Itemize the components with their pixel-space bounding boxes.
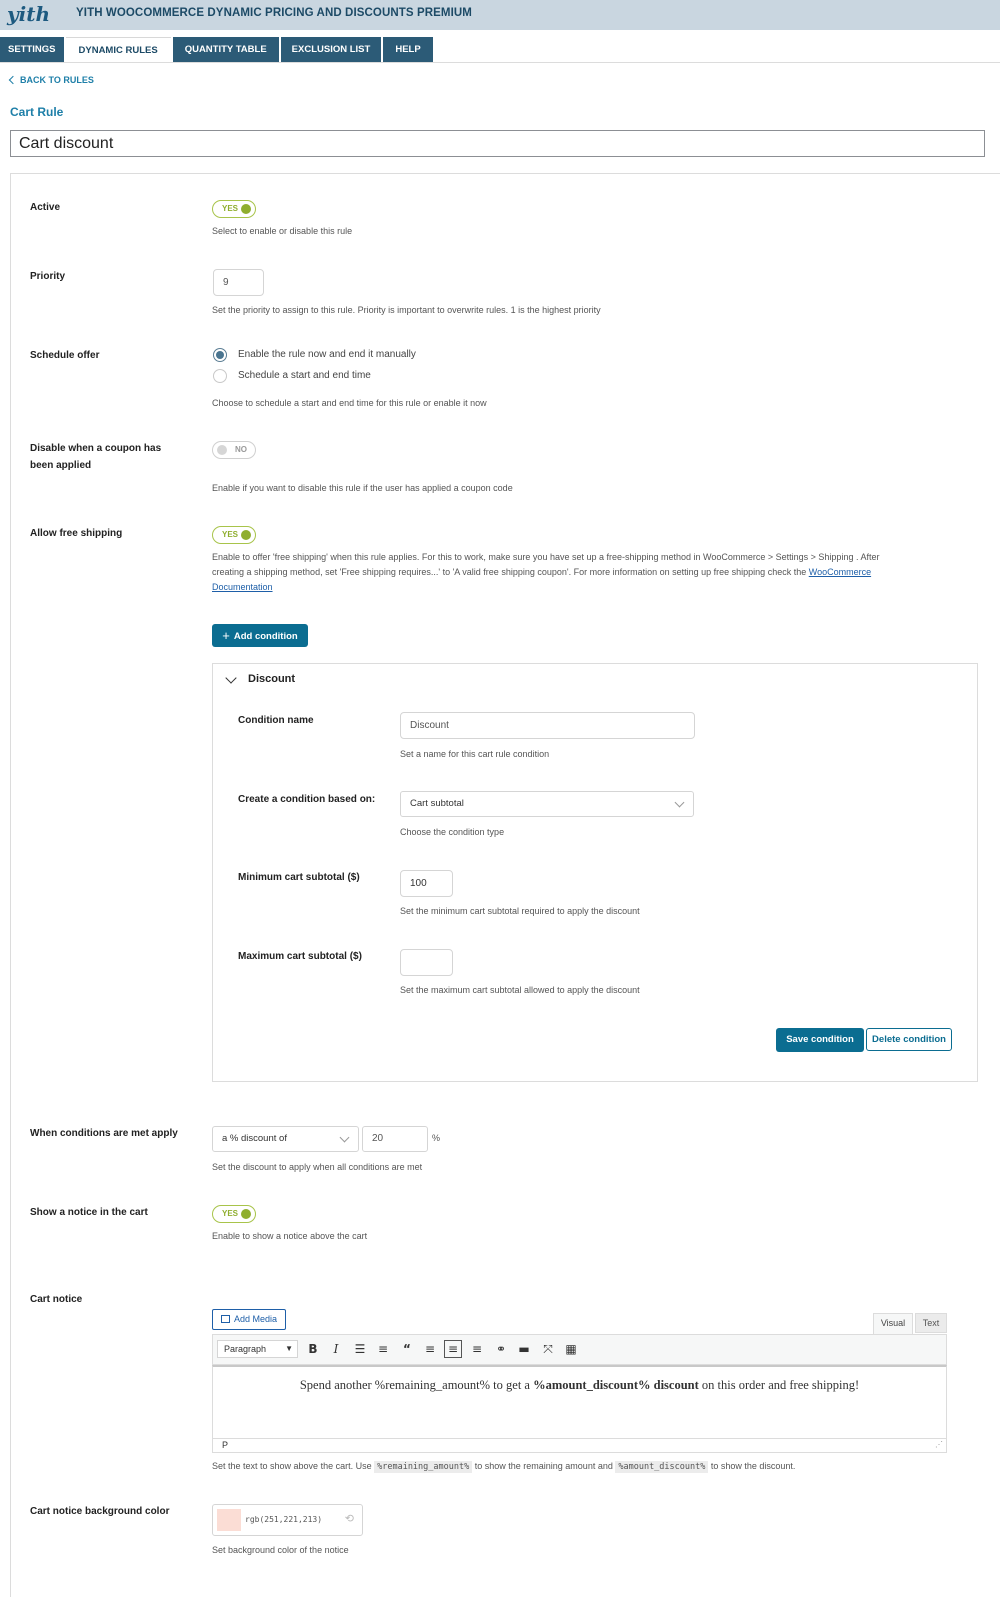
condition-type-label: Create a condition based on: (238, 794, 376, 805)
add-condition-label: Add condition (233, 631, 298, 642)
bg-color-value: rgb(251,221,213) (245, 1515, 323, 1524)
free-shipping-desc-line3 (212, 580, 273, 595)
bg-color-label: Cart notice background color (30, 1506, 170, 1517)
caret-down-icon: ▼ (285, 1344, 293, 1353)
toggle-knob (241, 530, 251, 540)
tab-divider (0, 62, 1000, 63)
condition-type-desc: Choose the condition type (400, 827, 505, 837)
free-shipping-toggle-text: YES (222, 530, 239, 539)
condition-name-label: Condition name (238, 715, 314, 726)
remaining-amount-code: %remaining_amount% (374, 1461, 472, 1473)
show-notice-toggle[interactable] (212, 1205, 256, 1223)
link-icon[interactable]: ⚭ (495, 1342, 507, 1356)
discount-type-value: a % discount of (222, 1133, 287, 1144)
free-shipping-label: Allow free shipping (30, 528, 123, 539)
blockquote-icon[interactable]: “ (403, 1342, 411, 1356)
editor-content (213, 1378, 946, 1393)
schedule-now-label: Enable the rule now and end it manually (238, 349, 416, 360)
woocommerce-doc-link[interactable]: WooCommerce (808, 567, 872, 577)
editor-path: P (222, 1440, 229, 1450)
bold-icon[interactable]: B (308, 1342, 318, 1356)
schedule-now-radio[interactable] (213, 348, 227, 362)
free-shipping-desc-line1: Enable to offer 'free shipping' when this rule applies. For this to work, make sure you have set up a free-shipping method in WooCommerce > Settings > Shipping . After (212, 552, 880, 562)
format-value: Paragraph (224, 1344, 267, 1354)
plus-icon: + (222, 628, 230, 643)
align-right-icon[interactable]: ≡ (471, 1342, 483, 1356)
active-label: Active (30, 202, 61, 213)
editor-status-bar (212, 1439, 947, 1453)
toggle-knob (241, 204, 251, 214)
tab-help[interactable]: HELP (383, 37, 432, 62)
top-bar (0, 0, 1000, 30)
coupon-toggle[interactable] (212, 441, 256, 459)
color-swatch[interactable] (217, 1509, 241, 1531)
condition-type-value: Cart subtotal (410, 798, 464, 809)
fullscreen-icon[interactable]: ⤧ (543, 1342, 553, 1356)
tab-dynamic-rules[interactable]: DYNAMIC RULES (66, 37, 171, 62)
schedule-time-radio[interactable] (213, 369, 227, 383)
bullet-list-icon[interactable]: ☰ (354, 1342, 366, 1356)
tab-quantity-table[interactable]: QUANTITY TABLE (173, 37, 279, 62)
condition-name-desc: Set a name for this cart rule condition (400, 749, 550, 759)
numbered-list-icon[interactable]: ≡ (377, 1342, 389, 1356)
max-subtotal-input[interactable] (400, 949, 453, 976)
active-toggle[interactable] (212, 200, 256, 218)
min-subtotal-input[interactable]: 100 (400, 870, 453, 897)
cart-notice-desc-part2: to show the remaining amount and (474, 1461, 613, 1471)
chevron-down-icon (340, 1133, 350, 1143)
free-shipping-toggle[interactable] (212, 526, 256, 544)
tab-text[interactable]: Text (915, 1313, 947, 1333)
back-to-rules-label: BACK TO RULES (20, 75, 94, 85)
tab-visual[interactable]: Visual (873, 1313, 913, 1334)
editor-text-part1: Spend another %remaining_amount% to get a (299, 1378, 534, 1392)
condition-name-input[interactable]: Discount (400, 712, 695, 739)
toolbar-toggle-icon[interactable]: ▦ (565, 1342, 577, 1356)
cart-notice-label: Cart notice (30, 1294, 83, 1305)
discount-unit: % (432, 1133, 441, 1143)
delete-condition-button[interactable]: Delete condition (866, 1028, 952, 1051)
priority-desc: Set the priority to assign to this rule. Priority is important to overwrite rules. 1 is the highest priority (212, 305, 601, 315)
coupon-desc: Enable if you want to disable this rule if the user has applied a coupon code (212, 483, 513, 493)
save-condition-button[interactable]: Save condition (776, 1028, 864, 1052)
read-more-icon[interactable]: ▬ (518, 1342, 530, 1356)
format-select[interactable] (217, 1340, 298, 1358)
min-subtotal-label: Minimum cart subtotal ($) (238, 872, 360, 883)
bg-color-desc: Set background color of the notice (212, 1545, 349, 1555)
cart-notice-desc (212, 1459, 795, 1475)
documentation-link[interactable]: Documentation (212, 582, 273, 592)
show-notice-toggle-text: YES (222, 1209, 239, 1218)
bg-color-picker[interactable] (212, 1504, 363, 1536)
apply-label: When conditions are met apply (30, 1128, 178, 1139)
tab-exclusion-list[interactable]: EXCLUSION LIST (281, 37, 382, 62)
discount-type-select[interactable] (212, 1126, 359, 1152)
toggle-knob (217, 445, 227, 455)
free-shipping-desc-text: creating a shipping method, set 'Free shipping requires...' to 'A valid free shipping coupon'. For more information on setting up free shipping check the (212, 567, 807, 577)
back-to-rules-link[interactable] (10, 75, 94, 85)
free-shipping-desc-line2 (212, 565, 982, 580)
schedule-desc: Choose to schedule a start and end time for this rule or enable it now (212, 398, 487, 408)
priority-label: Priority (30, 271, 66, 282)
chevron-down-icon (675, 798, 685, 808)
priority-input[interactable]: 9 (213, 269, 264, 296)
resize-handle-icon[interactable]: ⋰ (935, 1440, 943, 1449)
max-subtotal-label: Maximum cart subtotal ($) (238, 951, 362, 962)
rule-name-input[interactable]: Cart discount (10, 130, 985, 157)
cart-notice-editor[interactable] (212, 1365, 947, 1439)
min-subtotal-desc: Set the minimum cart subtotal required to apply the discount (400, 906, 640, 916)
discount-value-input[interactable]: 20 (362, 1126, 428, 1152)
app-title: YITH WOOCOMMERCE DYNAMIC PRICING AND DISCOUNTS PREMIUM (76, 7, 472, 19)
cart-notice-desc-part3: to show the discount. (710, 1461, 796, 1471)
add-media-button[interactable] (212, 1309, 286, 1330)
coupon-label-line1: Disable when a coupon has (30, 443, 162, 454)
align-center-icon[interactable]: ≡ (444, 1340, 462, 1358)
coupon-toggle-text: NO (235, 445, 247, 454)
amount-discount-code: %amount_discount% (615, 1461, 708, 1473)
show-notice-desc: Enable to show a notice above the cart (212, 1231, 368, 1241)
add-media-label: Add Media (233, 1314, 278, 1324)
toggle-knob (241, 1209, 251, 1219)
reset-color-icon[interactable]: ⟲ (344, 1513, 354, 1525)
align-left-icon[interactable]: ≡ (424, 1342, 436, 1356)
schedule-label: Schedule offer (30, 350, 100, 361)
chevron-left-icon (9, 76, 17, 84)
active-toggle-text: YES (222, 204, 239, 213)
section-title: Cart Rule (10, 105, 64, 119)
tab-settings[interactable]: SETTINGS (0, 37, 64, 62)
condition-title: Discount (248, 673, 296, 685)
condition-type-select[interactable] (400, 791, 694, 817)
editor-text-bold: %amount_discount% discount (533, 1378, 699, 1392)
show-notice-label: Show a notice in the cart (30, 1207, 148, 1218)
schedule-time-label: Schedule a start and end time (238, 370, 371, 381)
italic-icon[interactable]: I (333, 1342, 339, 1356)
cart-notice-desc-part1: Set the text to show above the cart. Use (212, 1461, 372, 1471)
yith-logo: yith (7, 2, 50, 26)
active-desc: Select to enable or disable this rule (212, 226, 353, 236)
max-subtotal-desc: Set the maximum cart subtotal allowed to apply the discount (400, 985, 640, 995)
media-icon (221, 1315, 230, 1323)
add-condition-button[interactable] (212, 624, 308, 647)
apply-desc: Set the discount to apply when all conditions are met (212, 1162, 423, 1172)
coupon-label-line2: been applied (30, 460, 92, 471)
tab-bar (0, 37, 435, 62)
editor-text-part2: on this order and free shipping! (698, 1378, 860, 1392)
